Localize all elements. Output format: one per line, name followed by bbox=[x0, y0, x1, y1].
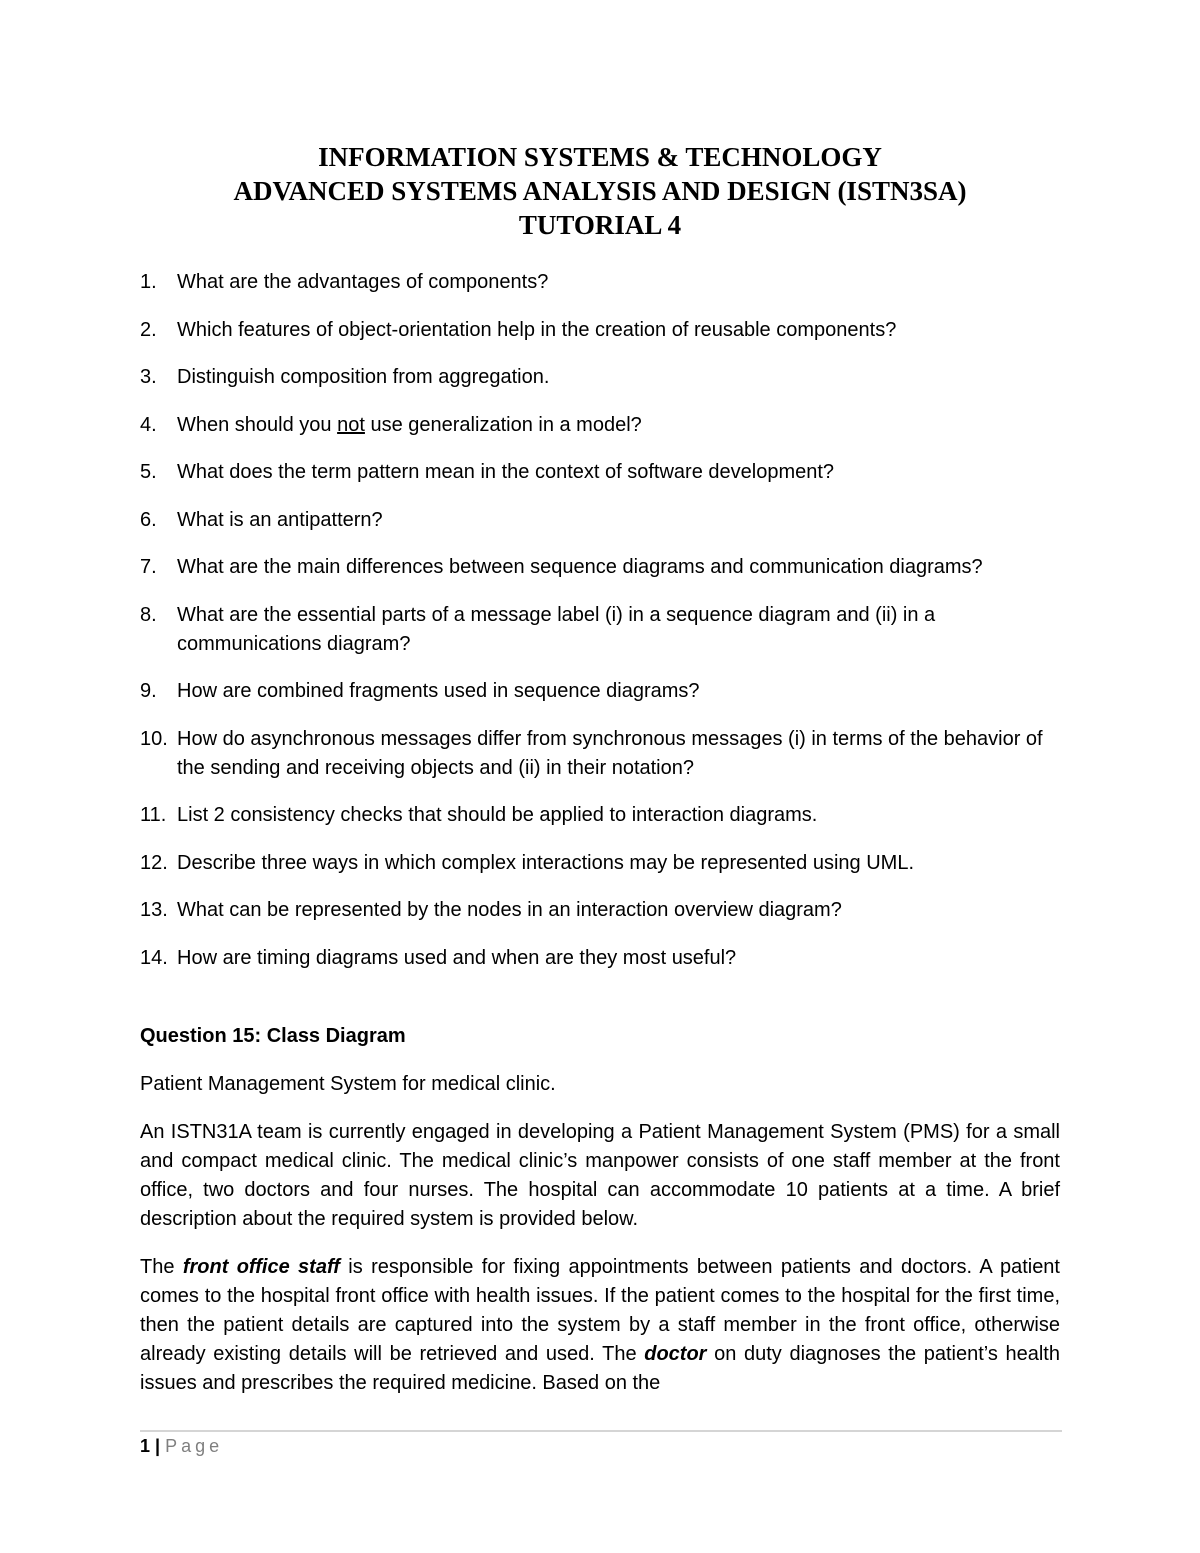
role-term-doctor: doctor bbox=[644, 1343, 707, 1365]
paragraph-text: is responsible for fixing appointments between patients and doctors. A patient comes to the hospital front office with health issues. If the patient comes to the hospital for the first time, then the patient details are captured into the system by a staff member in the front office, otherwise already existing details will be retrieved and used. The bbox=[140, 1256, 1060, 1365]
question-text: How are combined fragments used in sequence diagrams? bbox=[177, 680, 700, 702]
question-number: 9. bbox=[140, 680, 157, 702]
question-number: 13. bbox=[140, 899, 168, 921]
question-text: What are the essential parts of a message label (i) in a sequence diagram and (ii) in a communications diagram? bbox=[177, 603, 936, 655]
case-description-paragraph: An ISTN31A team is currently engaged in developing a Patient Management System (PMS) for a small and compact medical clinic. The medical clinic’s manpower consists of one staff member at the front office, two doctors and four nurses. The hospital can accommodate 10 patients at a time. A brief description about the required system is provided below. bbox=[140, 1121, 1060, 1230]
document-title-block bbox=[0, 140, 1200, 242]
question-number: 12. bbox=[140, 851, 168, 874]
question-text: What is an antipattern? bbox=[177, 508, 383, 531]
footer-separator: | bbox=[155, 1436, 161, 1456]
question-text: How are timing diagrams used and when are they most useful? bbox=[177, 946, 737, 969]
question-text-after: use generalization in a model? bbox=[364, 413, 642, 436]
question-item bbox=[140, 725, 1060, 783]
question-item bbox=[140, 553, 1060, 582]
question-item bbox=[140, 849, 1060, 878]
question-15-subtitle: Patient Management System for medical clinic. bbox=[140, 1073, 556, 1095]
question-text: List 2 consistency checks that should be applied to interaction diagrams. bbox=[177, 804, 818, 826]
paragraph-text: on duty diagnoses the patient’s health issues and prescribes the required medicine. Based on the bbox=[140, 1343, 1060, 1394]
question-text: Which features of object-orientation help in the creation of reusable components? bbox=[177, 318, 897, 341]
question-item bbox=[140, 458, 1060, 487]
question-text: Distinguish composition from aggregation. bbox=[177, 366, 550, 388]
department-title: INFORMATION SYSTEMS & TECHNOLOGY bbox=[318, 142, 882, 172]
page-label: Page bbox=[165, 1436, 224, 1456]
question-item bbox=[140, 411, 1060, 440]
question-item bbox=[140, 944, 1060, 973]
question-number: 5. bbox=[140, 461, 157, 483]
question-number: 10. bbox=[140, 727, 168, 750]
tutorial-title: TUTORIAL 4 bbox=[518, 210, 682, 240]
question-number: 14. bbox=[140, 946, 168, 969]
question-number: 4. bbox=[140, 413, 157, 436]
question-number: 2. bbox=[140, 318, 157, 341]
question-item bbox=[140, 896, 1060, 925]
role-term-front-office-staff: front office staff bbox=[182, 1256, 340, 1278]
question-emphasis: not bbox=[337, 413, 365, 436]
question-item bbox=[140, 363, 1060, 392]
question-text: How do asynchronous messages differ from synchronous messages (i) in terms of the behavior of the sending and receiving objects and (ii) in their notation? bbox=[177, 727, 1043, 779]
question-text: What are the main differences between sequence diagrams and communication diagrams? bbox=[177, 556, 983, 578]
case-roles-paragraph bbox=[140, 1253, 1060, 1398]
question-item bbox=[140, 677, 1060, 706]
question-text-before: When should you bbox=[177, 413, 338, 436]
question-text: What does the term pattern mean in the context of software development? bbox=[177, 461, 835, 483]
question-item bbox=[140, 506, 1060, 535]
question-list bbox=[140, 268, 1060, 991]
question-text: Describe three ways in which complex interactions may be represented using UML. bbox=[177, 851, 915, 874]
question-number: 6. bbox=[140, 508, 157, 531]
question-item bbox=[140, 316, 1060, 345]
question-item bbox=[140, 601, 1060, 659]
question-number: 3. bbox=[140, 366, 157, 388]
question-item bbox=[140, 801, 1060, 830]
question-number: 8. bbox=[140, 603, 157, 626]
course-title: ADVANCED SYSTEMS ANALYSIS AND DESIGN (ISTN3SA) bbox=[233, 176, 967, 206]
paragraph-text: The bbox=[140, 1256, 183, 1278]
question-item bbox=[140, 268, 1060, 297]
question-number: 11. bbox=[140, 804, 167, 826]
question-text: What are the advantages of components? bbox=[177, 271, 549, 293]
page-footer bbox=[140, 1434, 223, 1458]
page-number: 1 bbox=[140, 1436, 151, 1456]
question-number: 7. bbox=[140, 556, 157, 578]
question-text: What can be represented by the nodes in an interaction overview diagram? bbox=[177, 899, 842, 921]
footer-divider bbox=[140, 1430, 1062, 1432]
question-15-heading: Question 15: Class Diagram bbox=[140, 1025, 406, 1047]
question-15-section bbox=[140, 1022, 1060, 1417]
question-number: 1. bbox=[140, 271, 157, 293]
